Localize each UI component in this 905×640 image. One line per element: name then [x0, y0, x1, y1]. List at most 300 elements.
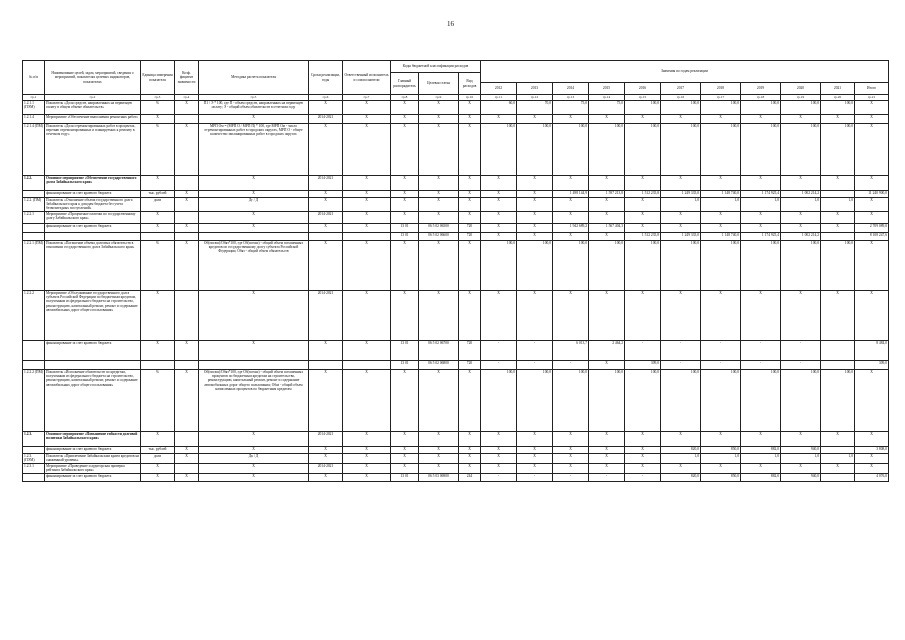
row-unit	[141, 361, 175, 370]
row-value: 60,0	[481, 101, 517, 115]
row-method: Х	[199, 115, 309, 124]
row-coef: Х	[175, 101, 199, 115]
table-row	[23, 291, 889, 341]
row-value: 850,0	[701, 447, 741, 454]
row-value: Х	[781, 291, 821, 341]
column-number: гр.20	[821, 95, 855, 101]
table-row	[23, 233, 889, 241]
table-row	[23, 191, 889, 198]
header-year: 2013	[517, 83, 553, 95]
row-value: Х	[821, 464, 855, 474]
row-resp: Х	[343, 474, 391, 482]
row-value: -	[661, 341, 701, 361]
row-unit: доли	[141, 198, 175, 212]
row-value: Х	[481, 212, 517, 224]
row-name	[45, 361, 141, 370]
row-unit: Х	[141, 464, 175, 474]
table-row	[23, 370, 889, 432]
row-value: 100,0	[741, 101, 781, 115]
row-value: Х	[855, 370, 889, 432]
row-coef: Х	[175, 224, 199, 233]
row-value: Х	[781, 464, 821, 474]
row-number: 1.2.3.1	[23, 464, 45, 474]
row-vr: Х	[459, 454, 481, 464]
row-number	[23, 191, 45, 198]
row-value: Х	[821, 176, 855, 191]
row-value: Х	[589, 176, 625, 191]
header-year: Итого	[855, 83, 889, 95]
row-vr: Х	[459, 191, 481, 198]
column-number: гр.1	[23, 95, 45, 101]
row-value: -	[781, 361, 821, 370]
row-unit: %	[141, 101, 175, 115]
row-unit: Х	[141, 224, 175, 233]
header-kbk-vr: Вид расходов	[459, 73, 481, 95]
row-value: 100,0	[589, 370, 625, 432]
row-value: Х	[625, 464, 661, 474]
row-value	[821, 474, 855, 482]
row-value: 100,0	[481, 124, 517, 176]
row-cs: Х	[419, 198, 459, 212]
row-value: 1,0	[781, 454, 821, 464]
row-value: Х	[855, 198, 889, 212]
row-value: 100,0	[701, 124, 741, 176]
row-vr: Х	[459, 176, 481, 191]
row-value: 1 002 214,2	[781, 191, 821, 198]
row-unit: %	[141, 370, 175, 432]
row-value: Х	[741, 291, 781, 341]
row-value: Х	[625, 176, 661, 191]
row-resp	[343, 361, 391, 370]
row-value: Х	[553, 212, 589, 224]
row-method: Х	[199, 432, 309, 447]
row-value: Х	[481, 191, 517, 198]
column-number: гр.5	[199, 95, 309, 101]
row-value: 1,0	[701, 454, 741, 464]
row-value: -	[589, 474, 625, 482]
row-vr: 720	[459, 341, 481, 361]
row-name: Основное мероприятие «Повышение гибкости долговой политики Забайкальского края»	[45, 432, 141, 447]
column-number: гр.8	[391, 95, 419, 101]
row-vr: Х	[459, 464, 481, 474]
row-value: Х	[741, 176, 781, 191]
row-unit: Х	[141, 341, 175, 361]
table-row	[23, 464, 889, 474]
row-period: 2014-2021	[309, 432, 343, 447]
row-vr: Х	[459, 291, 481, 341]
row-value: 100,0	[625, 124, 661, 176]
page-number: 16	[447, 20, 454, 28]
row-value: 100,0	[821, 101, 855, 115]
row-value: Х	[481, 432, 517, 447]
row-grbs: Х	[391, 176, 419, 191]
table-row	[23, 124, 889, 176]
row-value: Х	[517, 115, 553, 124]
row-vr: 720	[459, 233, 481, 241]
row-coef: Х	[175, 454, 199, 464]
row-value: 100,0	[517, 124, 553, 176]
row-name: Мероприятие «Обеспечение выполнения ремонтных работ»	[45, 115, 141, 124]
row-name: финансирование за счет краевого бюджета	[45, 191, 141, 198]
row-name: Показатель «Отношение объема государственного долга Забайкальского края к доходам бюджета без учета безвозмездных поступлений»	[45, 198, 141, 212]
header-kbk: Коды бюджетной классификации расходов	[391, 61, 481, 73]
row-value: -	[741, 341, 781, 361]
row-cs: Х	[419, 101, 459, 115]
table-row	[23, 212, 889, 224]
row-name: финансирование за счет краевого бюджета	[45, 224, 141, 233]
row-value: Х	[855, 291, 889, 341]
row-resp: Х	[343, 212, 391, 224]
row-grbs: Х	[391, 291, 419, 341]
row-value: 940,0	[781, 474, 821, 482]
row-unit: %	[141, 124, 175, 176]
row-name: Мероприятие «Процентные платежи по государственному долгу Забайкальского края»	[45, 212, 141, 224]
row-value: -	[625, 341, 661, 361]
row-value: Х	[661, 176, 701, 191]
row-period: 2014-2021	[309, 115, 343, 124]
header-year: 2012	[481, 83, 517, 95]
row-value: Х	[821, 224, 855, 233]
row-value: Х	[517, 224, 553, 233]
row-grbs: Х	[391, 432, 419, 447]
row-resp: Х	[343, 432, 391, 447]
column-number: гр.4	[175, 95, 199, 101]
row-grbs: Х	[391, 447, 419, 454]
row-value: 100,0	[553, 370, 589, 432]
row-name: Мероприятие «Обслуживание государственного долга субъекта Российской Федерации по бюджетным кредитам, полученным из федерального бюджета на строительство, реконструкцию, капитальный ремонт, ремонт и содержание автомобильных дорог общего пользования»	[45, 291, 141, 341]
row-number: 1.2.2.2	[23, 291, 45, 341]
column-number: гр.7	[343, 95, 391, 101]
row-value: Х	[741, 224, 781, 233]
column-number: гр.14	[589, 95, 625, 101]
row-value: 100,0	[781, 241, 821, 291]
row-value: 100,0	[625, 101, 661, 115]
row-value: Х	[481, 291, 517, 341]
row-vr: Х	[459, 241, 481, 291]
row-value: 100,0	[553, 124, 589, 176]
row-value: 75,0	[589, 101, 625, 115]
row-value: Х	[589, 432, 625, 447]
row-value: 882,0	[741, 474, 781, 482]
row-resp: Х	[343, 464, 391, 474]
row-value: Х	[553, 198, 589, 212]
row-name: Показатель «Привлечение Забайкальским краем кредитов на сниженный уровень»	[46, 454, 140, 463]
row-period: Х	[309, 454, 343, 464]
table-row	[23, 224, 889, 233]
row-value: 1 942 689,2	[553, 224, 589, 233]
column-number: гр.16	[661, 95, 701, 101]
header-year: 2015	[589, 83, 625, 95]
row-resp: Х	[343, 224, 391, 233]
row-value: Х	[625, 212, 661, 224]
row-unit: Х	[141, 432, 175, 447]
row-value: Х	[661, 291, 701, 341]
row-value: Х	[553, 464, 589, 474]
row-grbs: 13 01	[391, 361, 419, 370]
row-value: 1 249 335,0	[661, 191, 701, 198]
column-number: гр.6	[309, 95, 343, 101]
row-value: Х	[481, 198, 517, 212]
row-value: 100,0	[625, 370, 661, 432]
row-vr: 720	[459, 361, 481, 370]
row-value: Х	[517, 176, 553, 191]
row-number: 1.2.1.4	[23, 115, 45, 124]
row-name: Показатель «Исполнение обязательств по кредитам, полученным из федерального бюджета на строительство, реконструкцию, капитальный ремонт, ремонт и содержание автомобильных дорог общего пользования»	[45, 370, 141, 432]
row-vr: Х	[459, 212, 481, 224]
row-unit: тыс. рублей	[141, 447, 175, 454]
row-value: 1 002 214,2	[781, 233, 821, 241]
table-row	[23, 198, 889, 212]
row-value: Х	[553, 454, 589, 464]
row-value: Х	[517, 212, 553, 224]
row-grbs: Х	[391, 124, 419, 176]
table-row	[23, 432, 889, 447]
row-value: Х	[625, 115, 661, 124]
row-value: 1 512 235,8	[625, 233, 661, 241]
row-coef	[175, 361, 199, 370]
row-value: Х	[781, 115, 821, 124]
row-value: -	[517, 341, 553, 361]
row-value: Х	[625, 198, 661, 212]
row-cs: 06 5 02 06700	[419, 341, 459, 361]
row-value: 11 240 900,0	[855, 191, 889, 198]
row-period: 2014-2021	[309, 212, 343, 224]
row-value: Х	[589, 198, 625, 212]
row-cs: Х	[419, 291, 459, 341]
row-number: 1.2.2. (ПМ)	[23, 198, 45, 212]
column-number: гр.13	[553, 95, 589, 101]
row-resp: Х	[343, 291, 391, 341]
row-value: Х	[625, 432, 661, 447]
row-vr: Х	[459, 124, 481, 176]
row-unit: Х	[141, 474, 175, 482]
row-coef: Х	[175, 124, 199, 176]
row-name: Показатель «Погашение объема долговых обязательств в отношении государственного долга Забайкальского края»	[45, 241, 141, 291]
row-value: 100,0	[589, 241, 625, 291]
row-value: Х	[553, 432, 589, 447]
row-value: Х	[661, 212, 701, 224]
row-number	[23, 233, 45, 241]
row-value: Х	[589, 291, 625, 341]
row-value: 100,0	[553, 241, 589, 291]
row-value: 100,0	[821, 241, 855, 291]
row-value: Х	[741, 432, 781, 447]
row-value: -	[661, 361, 701, 370]
header-year: 2017	[661, 83, 701, 95]
row-method: МРП Ом = (МРП О / МРП П) * 100, где МРП Ом - число отремонтированных работ в городских округах, МРП О - общее количество запланированных работ в городских округах	[199, 124, 309, 176]
row-value: 1,0	[741, 454, 781, 464]
row-vr: 720	[459, 224, 481, 233]
row-value: Х	[481, 464, 517, 474]
table-row	[23, 341, 889, 361]
row-cs: 06 5 03 06900	[419, 474, 459, 482]
table-row	[23, 447, 889, 454]
row-vr: Х	[459, 101, 481, 115]
row-coef	[175, 464, 199, 474]
row-vr: Х	[459, 198, 481, 212]
row-resp: Х	[343, 176, 391, 191]
row-value: Х	[589, 464, 625, 474]
row-value: Х	[741, 115, 781, 124]
row-grbs: Х	[391, 241, 419, 291]
row-name: Мероприятие «Проведение и аудиторская проверка рейтинга Забайкальского края»	[45, 464, 141, 474]
row-cs: 06 5 02 06600	[419, 233, 459, 241]
row-period: Х	[309, 447, 343, 454]
row-number: 1.2.3. (ПЭМ)	[23, 454, 45, 464]
row-value: Х	[741, 464, 781, 474]
row-coef	[175, 432, 199, 447]
row-period: Х	[309, 124, 343, 176]
row-coef	[175, 291, 199, 341]
header-year: 2014	[553, 83, 589, 95]
row-value: 1,0	[741, 198, 781, 212]
row-cs: Х	[419, 370, 459, 432]
row-method: Х	[199, 191, 309, 198]
row-resp: Х	[343, 124, 391, 176]
row-number: 1.2.2.1 (ПМ)	[23, 241, 45, 291]
row-value: -	[481, 474, 517, 482]
row-value: 1,0	[701, 198, 741, 212]
row-grbs: Х	[391, 454, 419, 464]
row-value: Х	[855, 432, 889, 447]
row-grbs: 13 01	[391, 474, 419, 482]
row-cs: Х	[419, 241, 459, 291]
header-year: 2019	[741, 83, 781, 95]
row-value: 1 174 925,4	[741, 191, 781, 198]
row-value: Х	[741, 212, 781, 224]
row-value: 8 484,0	[855, 341, 889, 361]
row-grbs: 13 01	[391, 233, 419, 241]
row-value: Х	[821, 432, 855, 447]
row-coef: Х	[175, 370, 199, 432]
row-value: 1 249 335,0	[661, 233, 701, 241]
column-number: гр.19	[781, 95, 821, 101]
row-value: Х	[781, 432, 821, 447]
row-value: Х	[517, 454, 553, 464]
row-resp: Х	[343, 341, 391, 361]
row-name: финансирование за счет краевого бюджета	[45, 341, 141, 361]
row-value: 100,0	[625, 241, 661, 291]
row-method: Х	[199, 291, 309, 341]
row-number	[23, 224, 45, 233]
column-number: гр.17	[701, 95, 741, 101]
row-value: Х	[589, 233, 625, 241]
row-coef	[175, 176, 199, 191]
row-number	[23, 361, 45, 370]
row-period	[309, 233, 343, 241]
row-grbs: Х	[391, 370, 419, 432]
row-value: 100,0	[781, 124, 821, 176]
row-value: 1 498 144,9	[553, 191, 589, 198]
row-value: 70,0	[517, 101, 553, 115]
row-value: Х	[661, 464, 701, 474]
header-year: 2021	[821, 83, 855, 95]
row-value: 100,0	[661, 101, 701, 115]
row-resp: Х	[343, 191, 391, 198]
row-value: -	[625, 474, 661, 482]
row-vr: Х	[459, 447, 481, 454]
header-method: Методика расчета показателя	[199, 61, 309, 95]
row-value: 75,0	[553, 101, 589, 115]
row-value: 100,0	[821, 370, 855, 432]
row-coef	[175, 115, 199, 124]
row-cs: 06 5 02 06800	[419, 361, 459, 370]
row-cs: Х	[419, 115, 459, 124]
row-number: 1.2.1.1 (ПЭМ)	[23, 101, 45, 115]
row-value: -	[517, 361, 553, 370]
row-cs: Х	[419, 176, 459, 191]
row-coef: Х	[175, 447, 199, 454]
row-method	[199, 361, 309, 370]
row-grbs: 13 01	[391, 224, 419, 233]
row-unit	[141, 233, 175, 241]
row-vr: 244	[459, 474, 481, 482]
row-value	[821, 341, 855, 361]
row-period: Х	[309, 224, 343, 233]
header-values: Значения по годам реализации	[481, 61, 889, 83]
row-value: 100,0	[701, 101, 741, 115]
column-number: гр.3	[141, 95, 175, 101]
row-cs: Х	[419, 447, 459, 454]
row-coef: Х	[175, 474, 199, 482]
row-value: 1,0	[821, 198, 855, 212]
row-number: 1.2.1.4 (ПМ)	[23, 124, 45, 176]
row-value: Х	[781, 176, 821, 191]
row-value: 2 464,2	[589, 341, 625, 361]
row-value: 850,0	[701, 474, 741, 482]
row-value: Х	[661, 115, 701, 124]
row-value: 100,0	[589, 124, 625, 176]
row-method: Х	[199, 341, 309, 361]
row-value: -	[741, 361, 781, 370]
column-number: гр.10	[459, 95, 481, 101]
row-method: Дк / Д	[199, 454, 309, 464]
row-coef	[175, 233, 199, 241]
column-number: гр.15	[625, 95, 661, 101]
row-value: -	[701, 341, 741, 361]
row-number: 1.2.2.1	[23, 212, 45, 224]
row-value: Х	[481, 176, 517, 191]
row-value: Х	[517, 447, 553, 454]
row-value: Х	[821, 115, 855, 124]
row-value: -	[517, 474, 553, 482]
row-value: Х	[553, 291, 589, 341]
row-period: Х	[309, 198, 343, 212]
header-year: 2016	[625, 83, 661, 95]
row-value: Х	[481, 454, 517, 464]
row-resp: Х	[343, 198, 391, 212]
row-value: Х	[781, 212, 821, 224]
row-unit: доли	[141, 454, 175, 464]
column-number: гр.9	[419, 95, 459, 101]
row-grbs: Х	[391, 101, 419, 115]
row-period: Х	[309, 474, 343, 482]
row-period: Х	[309, 101, 343, 115]
row-value: 100,0	[781, 370, 821, 432]
row-period: Х	[309, 370, 343, 432]
row-value: Х	[855, 124, 889, 176]
row-method: Х	[199, 212, 309, 224]
row-resp: Х	[343, 241, 391, 291]
row-grbs: 13 01	[391, 341, 419, 361]
row-value: Х	[553, 115, 589, 124]
row-method: Х	[199, 464, 309, 474]
row-number	[23, 474, 45, 482]
row-value: Х	[781, 224, 821, 233]
row-value: Х	[855, 212, 889, 224]
row-value: Х	[589, 115, 625, 124]
table-row	[23, 361, 889, 370]
